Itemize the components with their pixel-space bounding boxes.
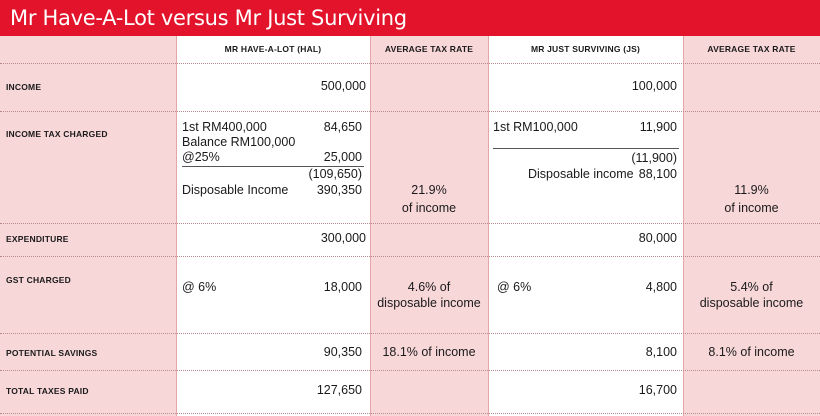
- hal-tax-total: (109,650): [308, 167, 362, 181]
- header-js: MR JUST SURVIVING (JS): [530, 44, 641, 54]
- hal-income: 500,000: [320, 79, 366, 93]
- js-gst-value: 4,800: [645, 280, 677, 294]
- table-title: Mr Have-A-Lot versus Mr Just Surviving: [0, 0, 820, 36]
- js-gst-rate-line2: disposable income: [699, 296, 804, 310]
- hal-gst-rate: @ 6%: [182, 280, 217, 294]
- hal-disposable-value: 390,350: [316, 183, 362, 197]
- js-rate-column: [683, 36, 820, 416]
- hal-total-taxes: 127,650: [316, 383, 362, 397]
- js-income: 100,000: [631, 79, 677, 93]
- hal-tax-rate-note: of income: [401, 201, 457, 215]
- divider: [683, 36, 684, 416]
- row-label-income-tax: INCOME TAX CHARGED: [6, 129, 108, 139]
- hal-column: [176, 36, 370, 416]
- row-divider: [0, 256, 820, 257]
- hal-disposable-label: Disposable Income: [182, 183, 289, 197]
- hal-tax-pct-label: @25%: [182, 150, 220, 164]
- js-expenditure: 80,000: [638, 231, 677, 245]
- js-savings-rate: 8.1% of income: [708, 345, 795, 359]
- row-label-total-taxes: TOTAL TAXES PAID: [6, 386, 89, 396]
- hal-tax-rate: 21.9%: [411, 183, 447, 197]
- row-label-income: INCOME: [6, 82, 42, 92]
- hal-rate-column: [370, 36, 488, 416]
- js-disposable-label: Disposable income: [528, 167, 634, 181]
- divider: [488, 36, 489, 416]
- hal-tax-first-value: 84,650: [323, 120, 362, 134]
- hal-savings: 90,350: [323, 345, 362, 359]
- header-hal: MR HAVE-A-LOT (HAL): [224, 44, 322, 54]
- js-savings: 8,100: [645, 345, 677, 359]
- hal-expenditure: 300,000: [320, 231, 366, 245]
- js-tax-rate: 11.9%: [734, 183, 769, 197]
- js-tax-underline: [493, 148, 679, 149]
- row-label-savings: POTENTIAL SAVINGS: [6, 348, 98, 358]
- js-column: [488, 36, 683, 416]
- row-label-gst: GST CHARGED: [6, 275, 72, 285]
- hal-tax-pct-value: 25,000: [323, 150, 362, 164]
- js-disposable-value: 88,100: [638, 167, 677, 181]
- divider: [176, 36, 177, 416]
- label-column: [0, 36, 176, 416]
- js-tax-first-label: 1st RM100,000: [493, 120, 578, 134]
- js-tax-rate-note: of income: [724, 201, 779, 215]
- hal-gst-rate-line1: 4.6% of: [407, 280, 451, 294]
- row-label-expenditure: EXPENDITURE: [6, 234, 69, 244]
- js-total-taxes: 16,700: [638, 383, 677, 397]
- row-divider: [0, 111, 820, 112]
- hal-tax-first-label: 1st RM400,000: [182, 120, 267, 134]
- hal-gst-rate-line2: disposable income: [377, 296, 481, 310]
- js-gst-rate: @ 6%: [497, 280, 532, 294]
- hal-gst-value: 18,000: [323, 280, 362, 294]
- row-divider: [0, 370, 820, 371]
- hal-savings-rate: 18.1% of income: [382, 345, 476, 359]
- row-divider: [0, 63, 820, 64]
- hal-tax-balance-label: Balance RM100,000: [182, 135, 296, 149]
- header-js-rate: AVERAGE TAX RATE: [707, 44, 796, 54]
- header-hal-rate: AVERAGE TAX RATE: [384, 44, 474, 54]
- js-tax-total: (11,900): [631, 151, 677, 165]
- row-divider: [0, 333, 820, 334]
- js-gst-rate-line1: 5.4% of: [730, 280, 773, 294]
- divider: [370, 36, 371, 416]
- row-divider: [0, 413, 820, 414]
- js-tax-first-value: 11,900: [639, 120, 677, 134]
- comparison-table: [0, 36, 820, 416]
- row-divider: [0, 223, 820, 224]
